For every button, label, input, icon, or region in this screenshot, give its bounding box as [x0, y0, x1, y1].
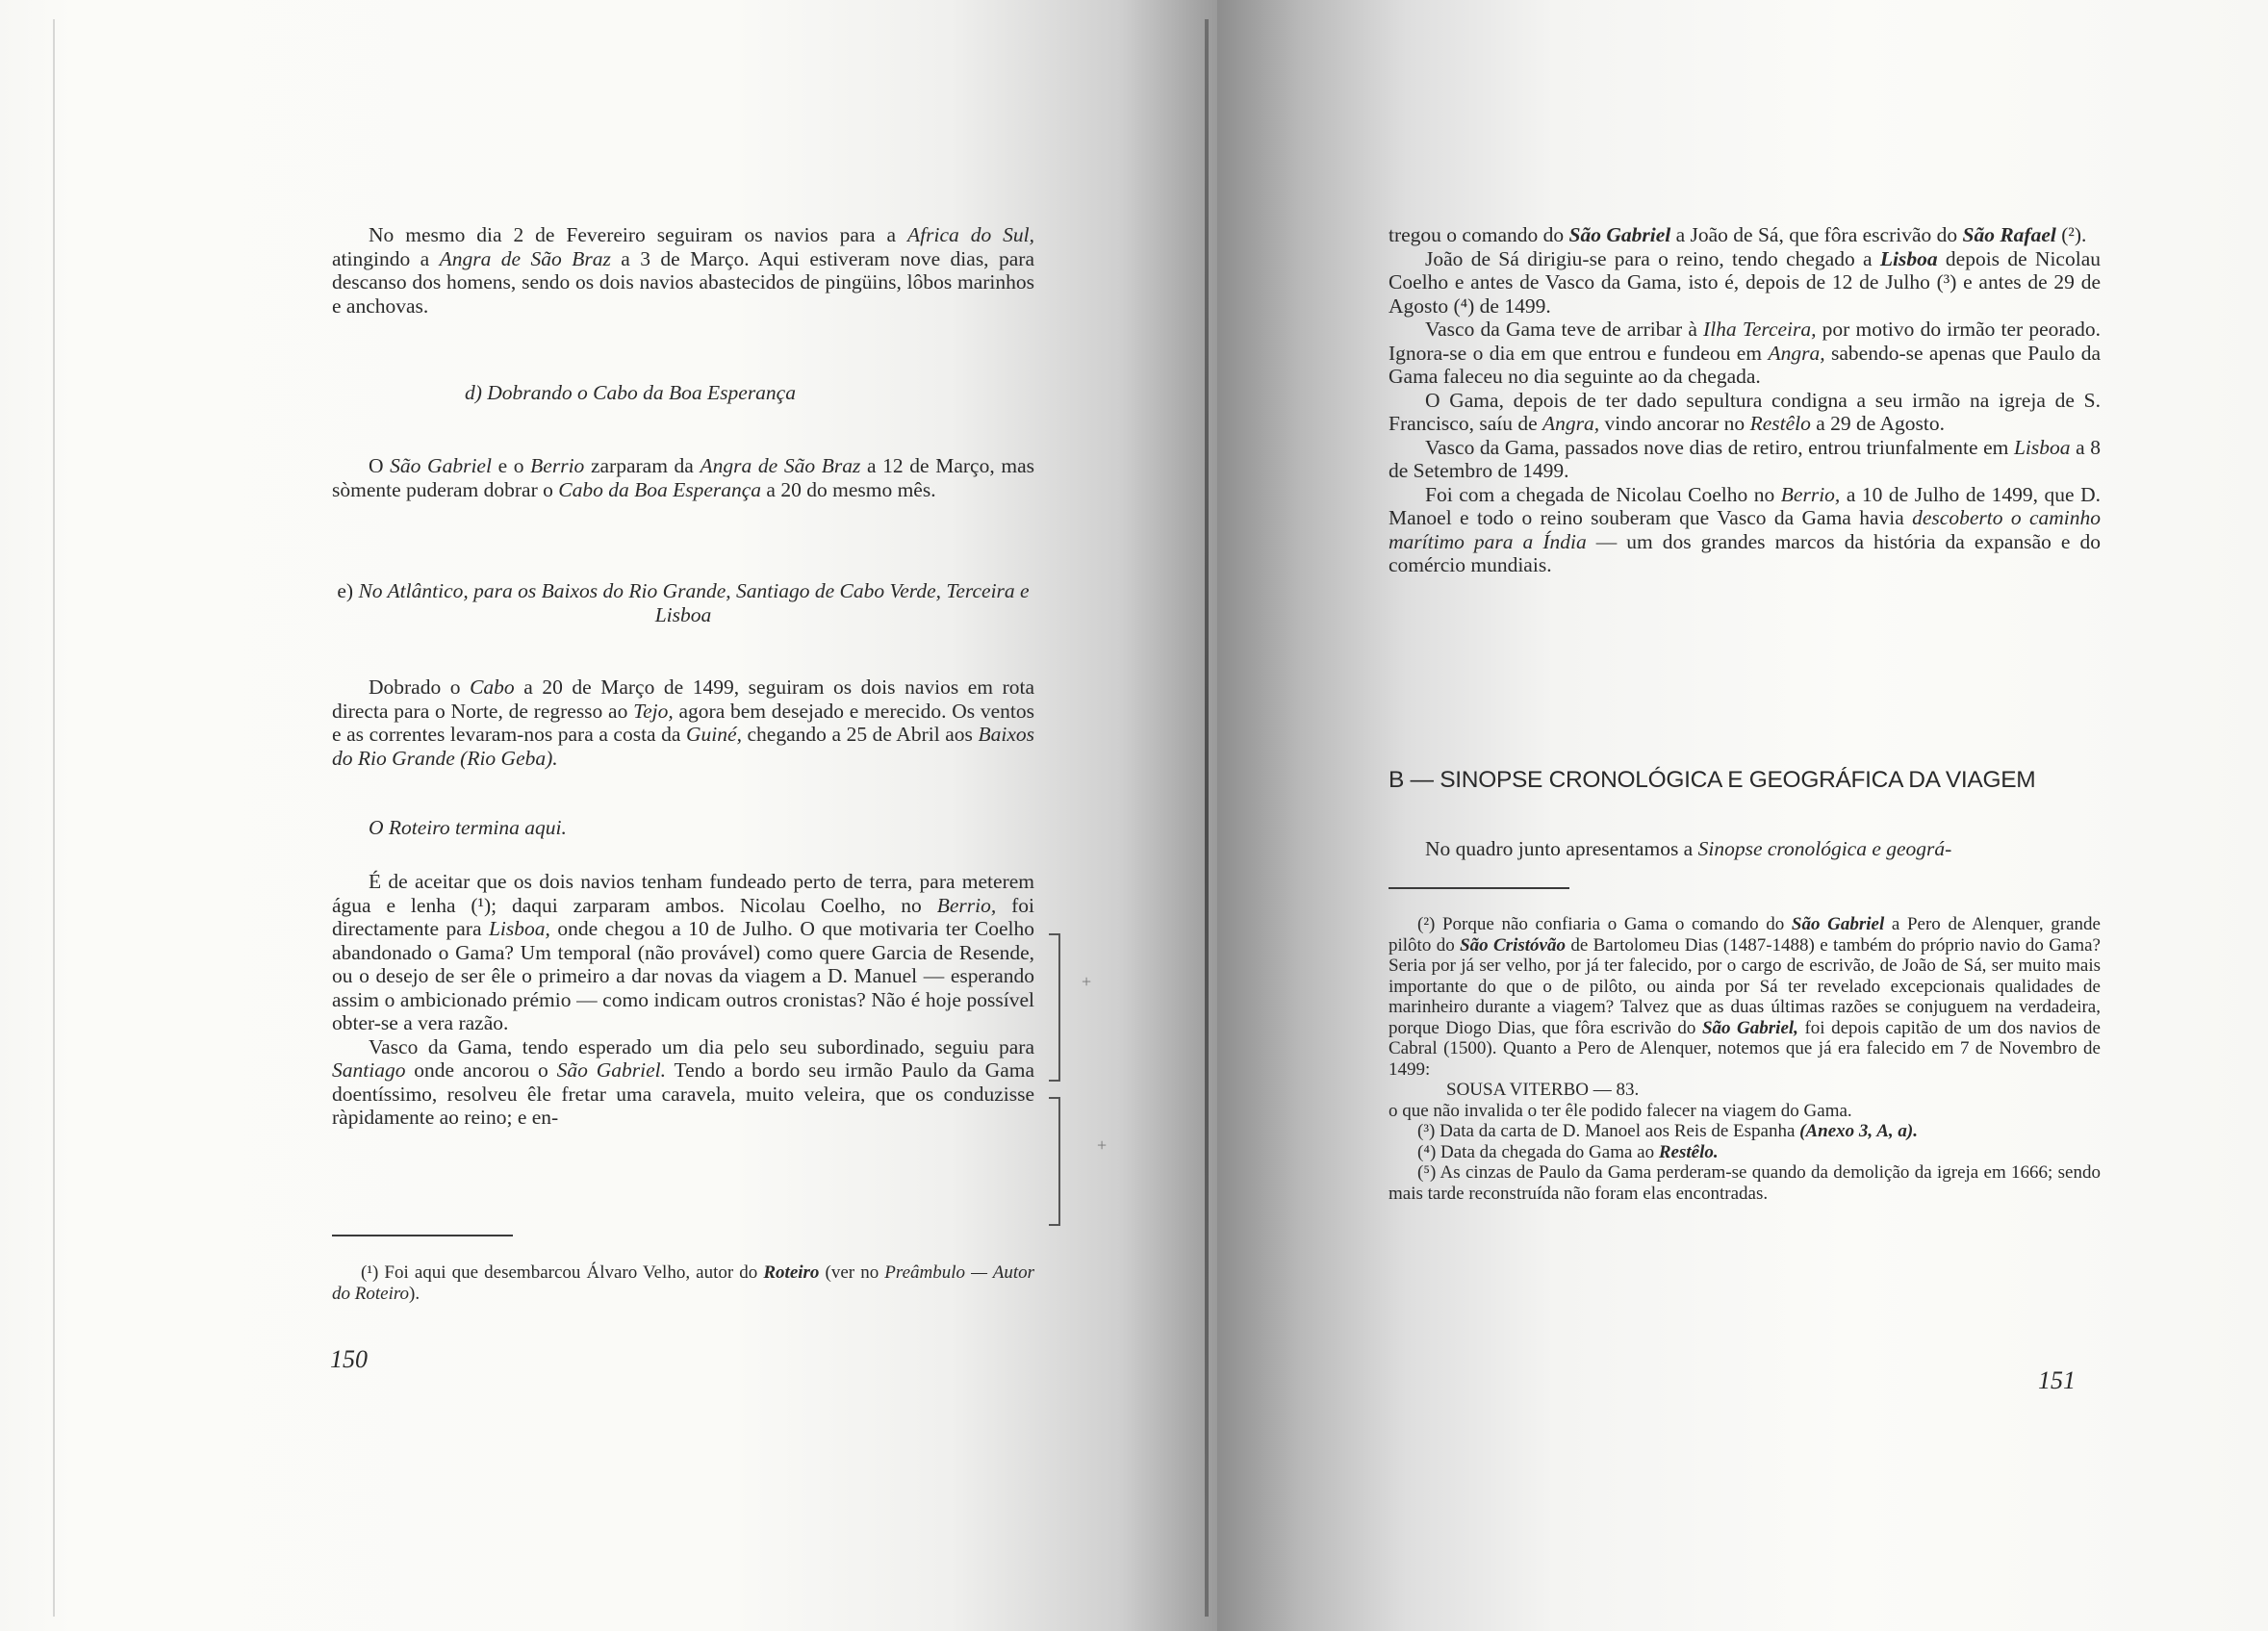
place-name: Guiné, [686, 723, 742, 746]
emphasis: descoberto o caminho marítimo para a Índia [1389, 506, 2101, 553]
text-run: a João de Sá, que fôra escrivão do [1670, 223, 1963, 246]
place-name: Santiago [332, 1058, 406, 1082]
text-run: a 29 de Agosto. [1810, 412, 1946, 435]
footnote-5: (⁵) As cinzas de Paulo da Gama perderam-se quando da demolição da igreja em 1666; sendo mais tarde reconstruída não foram elas encontradas. [1389, 1162, 2101, 1204]
text-run: O [369, 454, 391, 477]
place-name: Restêlo [1749, 412, 1811, 435]
heading-e [332, 579, 1034, 626]
text-run: a 20 de Março de 1499, seguiram os dois navios em rota directa para o Norte, de regresso ao [332, 675, 1034, 723]
text-run: tregou o comando do [1389, 223, 1569, 246]
place-name: Lisboa [1879, 246, 1938, 270]
text-run: (¹) Foi aqui que desembarcou Álvaro Velho, autor do [361, 1262, 764, 1283]
annex-ref: (Anexo 3, A, a). [1799, 1121, 1918, 1141]
place-name: Cabo da Boa Esperança [558, 477, 762, 501]
left-para-5 [332, 870, 1034, 1130]
left-para-4 [332, 816, 1034, 840]
heading-text: No Atlântico, para os Baixos do Rio Grande, Santiago de Cabo Verde, Terceira e Lisboa [358, 579, 1030, 626]
text-run: (²) Porque não confiaria o Gama o comando do [1417, 914, 1792, 934]
book-title: Roteiro [763, 1262, 820, 1283]
text-run: João de Sá dirigiu-se para o reino, tendo chegado a [1425, 246, 1880, 270]
page-edge [53, 19, 55, 1617]
place-name: Angra, [1768, 341, 1825, 365]
text-run: Vasco da Gama teve de arribar à [1425, 318, 1704, 341]
place-name: Lisboa, [488, 917, 550, 940]
place-name: Tejo, [633, 699, 674, 723]
text-run: e o [491, 454, 531, 477]
ship-name: São Gabriel. [556, 1058, 667, 1082]
text-run: No quadro junto apresentamos a [1425, 837, 1698, 860]
text-run: (³) Data da carta de D. Manoel aos Reis de Espanha [1417, 1121, 1800, 1141]
text-run: onde chegou a 10 de Julho. O que motivaria ter Coelho abandonado o Gama? Um temporal (não provável) como quere Garcia de Resende, ou o desejo de ser êle o primeiro a dar novas da viagem a D. Manuel — esperando assim o ambicionado prémio — como indicam outros cronistas? Não é hoje possível obter-se a vera razão. [332, 917, 1035, 1034]
text-run: de Bartolomeu Dias (1487-1488) e também do próprio navio do Gama? Seria por já ser velho, por já ter falecido, por o cargo de escrivão, de João de Sá, ser muito mais importante do que o de pilôto, ou ainda por Sá ter revelado excepcionais qualidades de marinheiro durante a viagem? Talvez que as duas últimas razões se conjuguem na verdadeira, porque Diogo Dias, que fôra escrivão do [1389, 934, 2101, 1038]
text-run: atingindo a [332, 246, 440, 270]
place-name: Angra, [1542, 412, 1600, 435]
text-run: a 12 de Março, mas sòmente puderam dobrar o [332, 454, 1034, 501]
text-run: (²). [2055, 223, 2087, 246]
ship-name: São Rafael [1962, 223, 2056, 246]
text-run: a 20 do mesmo mês. [761, 477, 936, 501]
text-run: foi directamente para [332, 893, 1034, 940]
text-run: (⁴) Data da chegada do Gama ao [1417, 1141, 1659, 1162]
ship-name: Berrio, [1780, 482, 1841, 506]
place-name: Lisboa [2013, 435, 2071, 459]
book-binding [1205, 19, 1209, 1617]
place-name: Ilha Terceira, [1703, 318, 1817, 341]
text-run: a 8 de Setembro de 1499. [1389, 435, 2101, 482]
right-para-7 [1389, 837, 2101, 861]
page-number-right: 151 [2038, 1366, 2076, 1394]
text-run: depois de Nicolau Coelho e antes de Vasco da Gama, isto é, depois de 12 de Julho (³) e antes de 29 de Agosto (⁴) de 1499. [1389, 246, 2101, 318]
emphasis: Sinopse cronológica e geográ- [1697, 837, 1952, 860]
margin-bracket [1049, 1097, 1060, 1226]
text-run: sabendo-se apenas que Paulo da Gama faleceu no dia seguinte ao da chegada. [1389, 341, 2101, 388]
text-run: zarparam da [584, 454, 701, 477]
section-ref: Preâmbulo — Autor do Roteiro [332, 1262, 1035, 1304]
margin-bracket [1049, 933, 1060, 1082]
ship-name: São Cristóvão [1460, 934, 1566, 956]
footnote-reference: SOUSA VITERBO — 83. [1446, 1080, 1640, 1100]
place-name: Baixos do Rio Grande (Rio Geba). [332, 723, 1034, 770]
heading-d: d) Dobrando o Cabo da Boa Esperança [465, 381, 796, 404]
text-run: Vasco da Gama, tendo esperado um dia pelo seu subordinado, seguiu para [369, 1034, 1034, 1058]
place-name: Cabo [470, 675, 515, 699]
text-run: O Roteiro termina aqui. [369, 816, 567, 839]
right-body [1389, 223, 2101, 577]
text-run: vindo ancorar no [1599, 412, 1750, 435]
place-name: Angra de São Braz [439, 246, 611, 270]
left-footnote-1 [332, 1262, 1034, 1304]
ship-name: Berrio, [936, 893, 997, 917]
text-run: a Pero de Alenquer, grande pilôto do [1389, 914, 2101, 956]
heading-label: e) [337, 579, 354, 602]
page-number-left: 150 [330, 1345, 368, 1373]
margin-mark: + [1097, 1135, 1108, 1155]
text-run: — um dos grandes marcos da história da expansão e do comércio mundiais. [1389, 529, 2101, 576]
text-run: Tendo a bordo seu irmão Paulo da Gama doentíssimo, resolveu êle fretar uma caravela, muito veleira, que os conduzisse ràpidamente ao reino; e en- [332, 1058, 1034, 1129]
text-run: Vasco da Gama, passados nove dias de retiro, entrou triunfalmente em [1425, 435, 2014, 459]
footnote-rule [332, 1235, 513, 1236]
margin-mark: + [1082, 972, 1092, 991]
footnote-rule [1389, 887, 1569, 889]
text-run: (ver no [819, 1262, 885, 1283]
text-run: a 10 de Julho de 1499, que D. Manoel e todo o reino souberam que Vasco da Gama havia [1389, 482, 2101, 529]
place-name: Africa do Sul, [907, 223, 1035, 246]
ship-name: Berrio [530, 454, 585, 477]
text-run: por motivo do irmão ter peorado. Ignora-se o dia em que entrou e fundeou em [1389, 318, 2102, 365]
text-run: a 3 de Março. Aqui estiveram nove dias, para descanso dos homens, sendo os dois navios abastecidos de pingüins, lôbos marinhos e anchovas. [332, 246, 1034, 318]
right-footnotes [1389, 914, 2101, 1204]
section-title: B — SINOPSE CRONOLÓGICA E GEOGRÁFICA DA VIAGEM [1389, 767, 2036, 793]
text-run: É de aceitar que os dois navios tenham fundeado perto de terra, para meterem água e lenha (¹); daqui zarparam ambos. Nicolau Coelho, no [332, 870, 1034, 917]
text-run: O Gama, depois de ter dado sepultura condigna a seu irmão na igreja de S. Francisco, saíu de [1389, 388, 2101, 435]
ship-name: São Gabriel [1568, 223, 1671, 246]
text-run: onde ancorou o [405, 1058, 557, 1082]
text-run: foi depois capitão de um dos navios de Cabral (1500). Quanto a Pero de Alenquer, notemos que já era falecido em 7 de Novembro de 1499: [1389, 1017, 2101, 1080]
text-run: No mesmo dia 2 de Fevereiro seguiram os navios para a [369, 223, 908, 246]
ship-name: São Gabriel [1791, 914, 1885, 934]
place-name: Restêlo. [1658, 1141, 1719, 1162]
ship-name: São Gabriel, [1701, 1017, 1798, 1038]
text-run: Foi com a chegada de Nicolau Coelho no [1425, 482, 1781, 506]
left-para-2 [332, 454, 1034, 501]
text-run: Dobrado o [369, 675, 471, 699]
place-name: Angra de São Braz [700, 454, 861, 477]
text-run: chegando a 25 de Abril aos [741, 723, 979, 746]
text-run: agora bem desejado e merecido. Os ventos e as correntes levaram-nos para a costa da [332, 699, 1034, 746]
text-run: ). [409, 1283, 420, 1304]
ship-name: São Gabriel [390, 454, 492, 477]
left-para-1 [332, 223, 1034, 318]
left-para-3 [332, 675, 1034, 770]
footnote-continuation: o que não invalida o ter êle podido falecer na viagem do Gama. [1389, 1100, 1852, 1121]
